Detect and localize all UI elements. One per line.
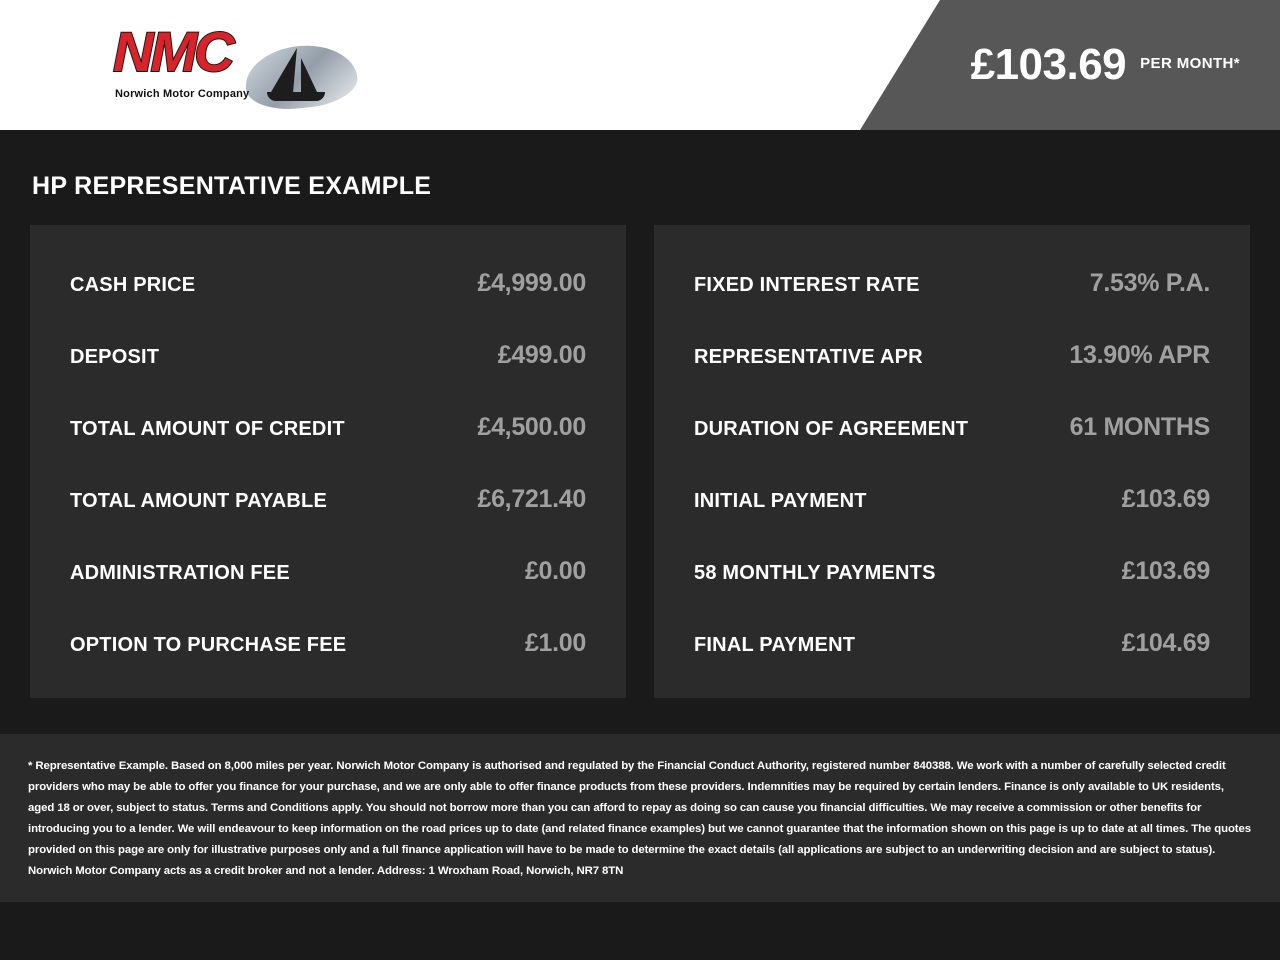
table-row (694, 557, 1210, 586)
row-value: £4,999.00 (477, 269, 586, 297)
page-header (0, 0, 1280, 130)
main-content (0, 130, 1280, 698)
row-label: DEPOSIT (70, 346, 160, 368)
table-row (70, 629, 586, 658)
row-value: £4,500.00 (477, 413, 586, 441)
figures-panels (30, 225, 1250, 698)
table-row (70, 485, 586, 514)
table-row (70, 413, 586, 442)
table-row (694, 629, 1210, 658)
row-value: 13.90% APR (1069, 341, 1210, 369)
monthly-price-period: PER MONTH* (1140, 54, 1240, 72)
row-label: INITIAL PAYMENT (694, 490, 867, 512)
sailboat-secondary-sail-icon (301, 58, 317, 92)
row-value: £6,721.40 (477, 485, 586, 513)
row-value: 7.53% P.A. (1089, 269, 1210, 297)
table-row (70, 341, 586, 370)
row-label: 58 MONTHLY PAYMENTS (694, 562, 936, 584)
row-value: £103.69 (1121, 557, 1210, 585)
left-figures-panel (30, 225, 626, 698)
row-value: £0.00 (524, 557, 586, 585)
right-figures-panel (654, 225, 1250, 698)
row-label: DURATION OF AGREEMENT (694, 418, 969, 440)
monthly-price-block (971, 0, 1240, 130)
page-title: HP REPRESENTATIVE EXAMPLE (32, 172, 432, 200)
table-row (70, 269, 586, 298)
logo-initials: NMC (113, 20, 232, 83)
disclaimer-panel (0, 734, 1280, 902)
row-label: FIXED INTEREST RATE (694, 274, 920, 296)
logo-company-name: Norwich Motor Company (115, 88, 250, 100)
table-row (70, 557, 586, 586)
row-label: TOTAL AMOUNT PAYABLE (70, 490, 327, 512)
table-row (694, 341, 1210, 370)
row-value: 61 MONTHS (1069, 413, 1210, 441)
row-label: TOTAL AMOUNT OF CREDIT (70, 418, 345, 440)
row-value: £103.69 (1121, 485, 1210, 513)
row-label: CASH PRICE (70, 274, 196, 296)
disclaimer-text: * Representative Example. Based on 8,000 miles per year. Norwich Motor Company is authorised and regulated by the Financial Conduct Authority, registered number 840388. We work with a number of carefully selected credit providers who may be able to offer you finance for your purchase, and we are only able to offer finance products from these providers. Indemnities may be required by certain lenders. Finance is only available to UK residents, aged 18 or over, subject to status. Terms and Conditions apply. You should not borrow more than you can afford to repay as doing so can cause you financial difficulties. We may receive a commission or other benefits for introducing you to a lender. We will endeavour to keep information on the road prices up to date (and related finance examples) but we cannot guarantee that the information shown on this page is up to date at all times. The quotes provided on this page are only for illustrative purposes only and a full finance application will have to be made to determine the exact details (all applications are subject to an underwriting decision and are subject to status). Norwich Motor Company acts as a credit broker and not a lender. Address: 1 Wroxham Road, Norwich, NR7 8TN (28, 760, 1251, 878)
row-label: OPTION TO PURCHASE FEE (70, 634, 347, 656)
company-logo (105, 18, 355, 113)
sailboat-hull-icon (267, 92, 325, 101)
row-label: REPRESENTATIVE APR (694, 346, 923, 368)
table-row (694, 413, 1210, 442)
row-value: £1.00 (524, 629, 586, 657)
table-row (694, 269, 1210, 298)
row-label: FINAL PAYMENT (694, 634, 856, 656)
row-value: £499.00 (497, 341, 586, 369)
row-label: ADMINISTRATION FEE (70, 562, 290, 584)
row-value: £104.69 (1121, 629, 1210, 657)
table-row (694, 485, 1210, 514)
sailboat-icon (271, 48, 297, 92)
monthly-price-amount: £103.69 (970, 40, 1127, 89)
